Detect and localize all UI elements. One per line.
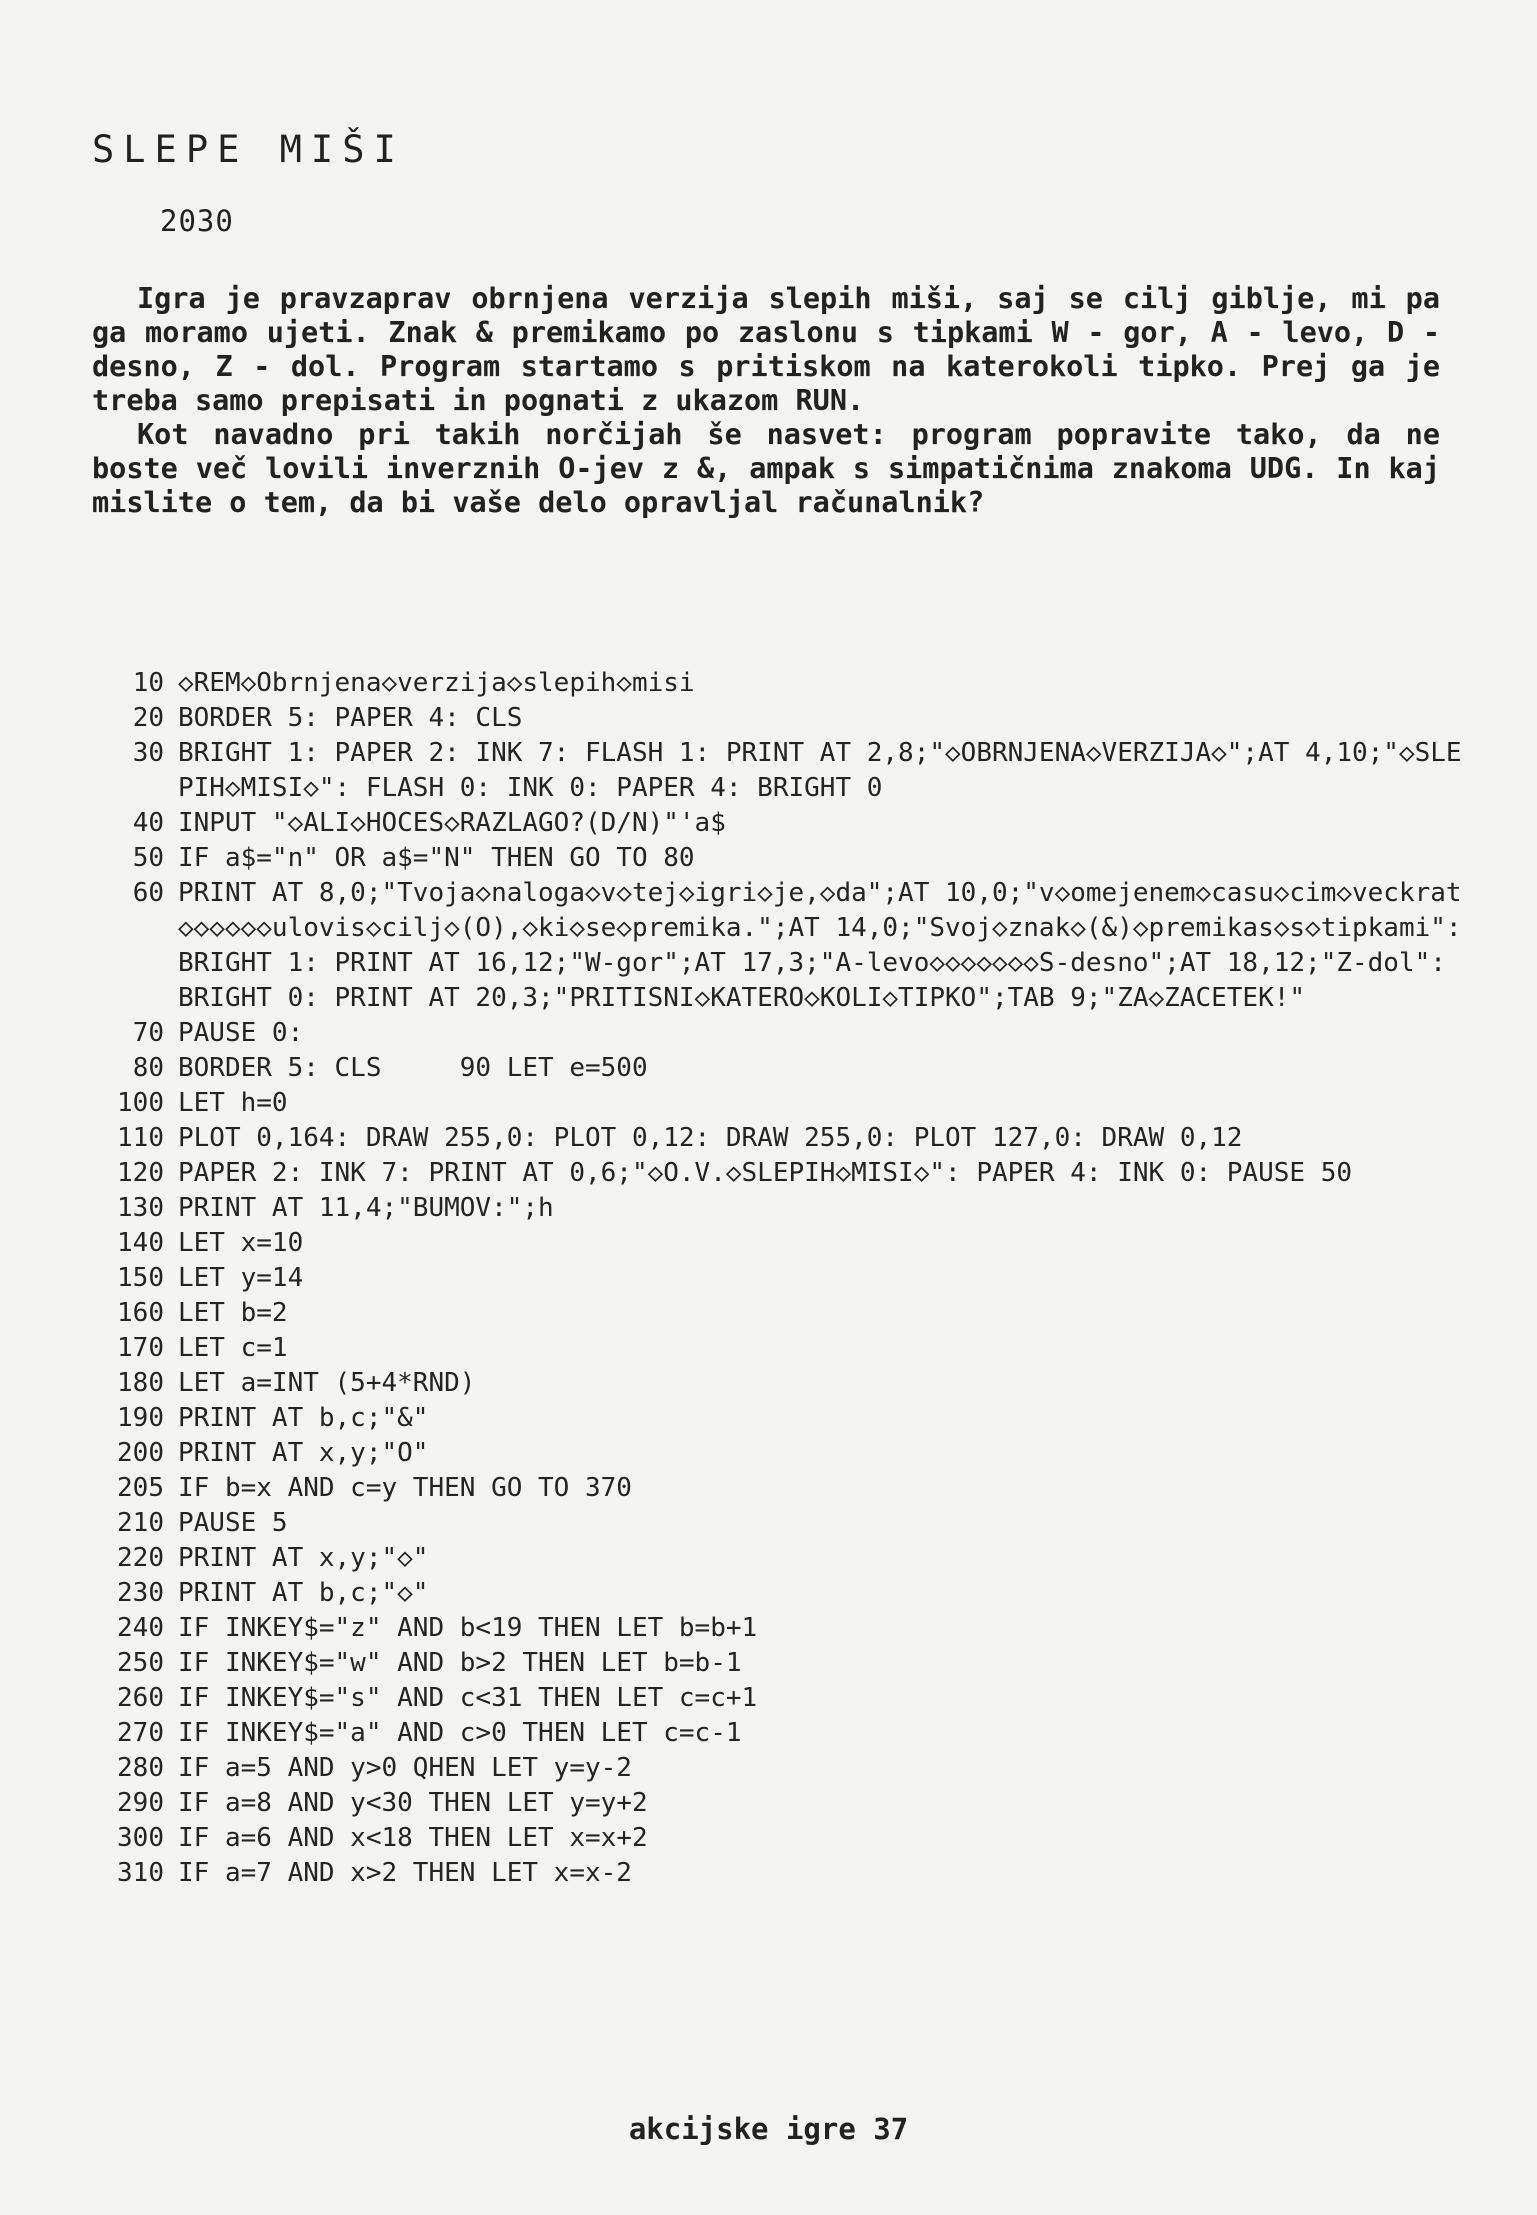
- code-line: [84, 1821, 1464, 1856]
- line-number: 120: [117, 1158, 164, 1188]
- code-line: [84, 1331, 1464, 1366]
- code-line: [84, 701, 1464, 736]
- line-number: 210: [117, 1508, 164, 1538]
- intro-text: [92, 282, 1440, 520]
- line-number: 130: [117, 1193, 164, 1223]
- code-line: [84, 1296, 1464, 1331]
- line-number: 70: [132, 1018, 164, 1048]
- code-line: [84, 1751, 1464, 1786]
- line-number: 10: [132, 668, 164, 698]
- code-line: [84, 1576, 1464, 1611]
- line-code: BRIGHT 1: PAPER 2: INK 7: FLASH 1: PRINT AT 2,8;"◇OBRNJENA◇VERZIJA◇";AT 4,10;"◇SLEPIH◇MISI◇": FLASH 0: INK 0: PAPER 4: BRIGHT 0: [178, 738, 1462, 803]
- code-line: [84, 1401, 1464, 1436]
- line-number: 200: [117, 1438, 164, 1468]
- code-line: [84, 736, 1464, 806]
- line-number: 40: [132, 808, 164, 838]
- line-code: IF a=7 AND x>2 THEN LET x=x-2: [178, 1858, 632, 1888]
- line-number: 160: [117, 1298, 164, 1328]
- line-code: PRINT AT 11,4;"BUMOV:";h: [178, 1193, 554, 1223]
- code-line: [84, 1156, 1464, 1191]
- article-title: SLEPE MIŠI: [92, 128, 405, 171]
- line-number: 250: [117, 1648, 164, 1678]
- line-code: PRINT AT b,c;"◇": [178, 1578, 429, 1608]
- code-line: [84, 876, 1478, 1016]
- line-code: IF a=6 AND x<18 THEN LET x=x+2: [178, 1823, 648, 1853]
- intro-paragraph-1: Igra je pravzaprav obrnjena verzija slepih miši, saj se cilj giblje, mi pa ga moramo ujeti. Znak & premikamo po zaslonu s tipkami W - gor, A - levo, D - desno, Z - dol. Program startamo s pritiskom na katerokoli tipko. Prej ga je treba samo prepisati in pognati z ukazom RUN.: [92, 282, 1440, 417]
- line-number: 30: [132, 738, 164, 768]
- line-number: 110: [117, 1123, 164, 1153]
- code-line: [84, 1506, 1464, 1541]
- line-number: 260: [117, 1683, 164, 1713]
- line-code: LET h=0: [178, 1088, 288, 1118]
- code-line: [84, 1261, 1464, 1296]
- line-code: IF a$="n" OR a$="N" THEN GO TO 80: [178, 843, 695, 873]
- line-number: 300: [117, 1823, 164, 1853]
- line-number: 310: [117, 1858, 164, 1888]
- code-line: [84, 1786, 1464, 1821]
- line-number: 190: [117, 1403, 164, 1433]
- line-code: PLOT 0,164: DRAW 255,0: PLOT 0,12: DRAW 255,0: PLOT 127,0: DRAW 0,12: [178, 1123, 1243, 1153]
- line-code: LET b=2: [178, 1298, 288, 1328]
- code-line: [84, 1366, 1464, 1401]
- code-line: [84, 1121, 1464, 1156]
- program-code: 2030: [160, 204, 234, 238]
- code-line: [84, 1226, 1464, 1261]
- line-number: 80: [132, 1053, 164, 1083]
- line-number: 20: [132, 703, 164, 733]
- code-line: [84, 1471, 1464, 1506]
- line-code: IF a=5 AND y>0 QHEN LET y=y-2: [178, 1753, 632, 1783]
- line-code: IF INKEY$="s" AND c<31 THEN LET c=c+1: [178, 1683, 758, 1713]
- line-code: LET x=10: [178, 1228, 304, 1258]
- line-code: PAUSE 0:: [178, 1018, 304, 1048]
- program-listing: [84, 666, 1478, 1891]
- line-code: PRINT AT b,c;"&": [178, 1403, 429, 1433]
- line-code: PRINT AT x,y;"◇": [178, 1543, 429, 1573]
- line-number: 170: [117, 1333, 164, 1363]
- line-code: ◇REM◇Obrnjena◇verzija◇slepih◇misi: [178, 668, 695, 698]
- code-line: [84, 841, 1464, 876]
- line-code: PRINT AT 8,0;"Tvoja◇naloga◇v◇tej◇igri◇je,◇da";AT 10,0;"v◇omejenem◇casu◇cim◇veckrat◇◇◇◇◇◇ulovis◇cilj◇(O),◇ki◇se◇premika.";AT 14,0;"Svoj◇znak◇(&)◇premikas◇s◇tipkami": BRIGHT 1: PRINT AT 16,12;"W-gor";AT 17,3;"A-levo◇◇◇◇◇◇◇S-desno";AT 18,12;"Z-dol": BRIGHT 0: PRINT AT 20,3;"PRITISNI◇KATERO◇KOLI◇TIPKO";TAB 9;"ZA◇ZACETEK!": [178, 878, 1478, 1013]
- code-line: [84, 1086, 1464, 1121]
- code-line: [84, 1051, 1464, 1086]
- code-line: [84, 1646, 1464, 1681]
- code-line: [84, 806, 1464, 841]
- line-code: PRINT AT x,y;"O": [178, 1438, 429, 1468]
- code-line: [84, 1016, 1464, 1051]
- line-code: INPUT "◇ALI◇HOCES◇RAZLAGO?(D/N)"'a$: [178, 808, 726, 838]
- code-line: [84, 1856, 1464, 1891]
- line-number: 140: [117, 1228, 164, 1258]
- code-line: [84, 1716, 1464, 1751]
- code-line: [84, 1541, 1464, 1576]
- line-number: 150: [117, 1263, 164, 1293]
- line-code: IF INKEY$="a" AND c>0 THEN LET c=c-1: [178, 1718, 742, 1748]
- line-code: LET y=14: [178, 1263, 304, 1293]
- line-number: 50: [132, 843, 164, 873]
- code-line: [84, 1681, 1464, 1716]
- line-number: 60: [132, 878, 164, 908]
- code-line: [84, 666, 1464, 701]
- line-code: IF b=x AND c=y THEN GO TO 370: [178, 1473, 632, 1503]
- line-code: LET c=1: [178, 1333, 288, 1363]
- line-number: 280: [117, 1753, 164, 1783]
- line-number: 290: [117, 1788, 164, 1818]
- line-code: LET a=INT (5+4*RND): [178, 1368, 476, 1398]
- line-number: 205: [117, 1473, 164, 1503]
- line-number: 100: [117, 1088, 164, 1118]
- code-line: [84, 1191, 1464, 1226]
- code-line: [84, 1611, 1464, 1646]
- line-code: BORDER 5: CLS 90 LET e=500: [178, 1053, 648, 1083]
- code-line: [84, 1436, 1464, 1471]
- line-code: IF INKEY$="z" AND b<19 THEN LET b=b+1: [178, 1613, 758, 1643]
- line-code: IF a=8 AND y<30 THEN LET y=y+2: [178, 1788, 648, 1818]
- line-code: PAUSE 5: [178, 1508, 288, 1538]
- line-code: IF INKEY$="w" AND b>2 THEN LET b=b-1: [178, 1648, 742, 1678]
- line-number: 180: [117, 1368, 164, 1398]
- line-number: 270: [117, 1718, 164, 1748]
- line-number: 230: [117, 1578, 164, 1608]
- line-code: BORDER 5: PAPER 4: CLS: [178, 703, 523, 733]
- page-footer: akcijske igre 37: [628, 2112, 909, 2146]
- intro-paragraph-2: Kot navadno pri takih norčijah še nasvet: program popravite tako, da ne boste več lovili inverznih O-jev z &, ampak s simpatičnima znakoma UDG. In kaj mislite o tem, da bi vaše delo opravljal računalnik?: [92, 418, 1440, 519]
- line-number: 220: [117, 1543, 164, 1573]
- line-code: PAPER 2: INK 7: PRINT AT 0,6;"◇O.V.◇SLEPIH◇MISI◇": PAPER 4: INK 0: PAUSE 50: [178, 1158, 1352, 1188]
- line-number: 240: [117, 1613, 164, 1643]
